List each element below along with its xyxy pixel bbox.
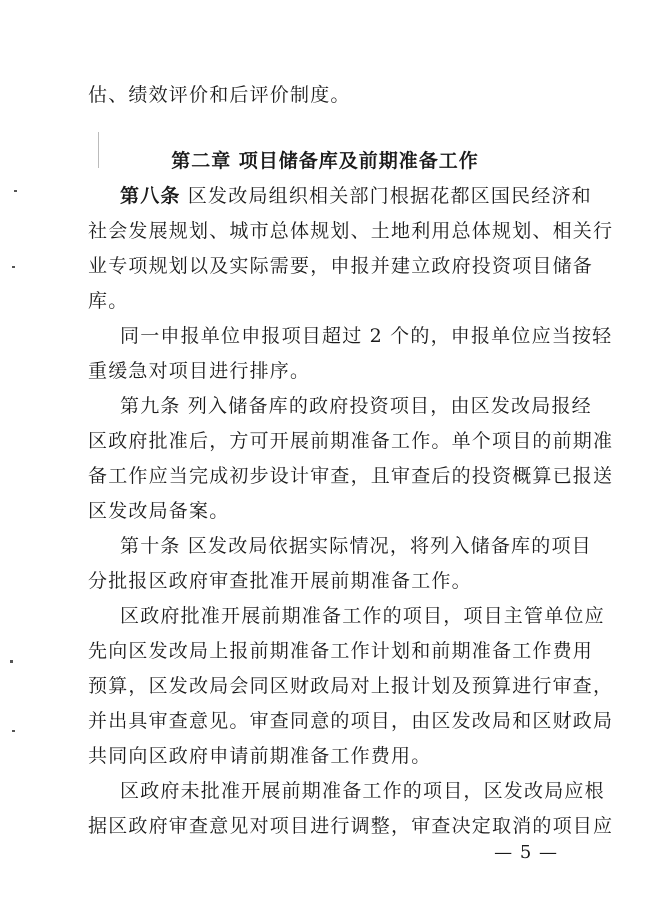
- scan-speck: [10, 660, 13, 663]
- scan-speck: [12, 266, 15, 268]
- paragraph-line: 预算，区发改局会同区财政局对上报计划及预算进行审查，: [88, 675, 614, 697]
- paragraph-line: 区政府批准开展前期准备工作的项目，项目主管单位应: [120, 605, 605, 627]
- article-9-line: 区发改局备案。: [88, 500, 230, 522]
- article-8-line: 社会发展规划、城市总体规划、土地利用总体规划、相关行: [88, 220, 614, 242]
- article-9-line: 备工作应当完成初步设计审查，且审查后的投资概算已报送: [88, 465, 614, 487]
- article-8-line: [120, 185, 592, 207]
- article-10-line: 分批报区政府审查批准开展前期准备工作。: [88, 570, 472, 592]
- paragraph-line: 共同向区政府申请前期准备工作费用。: [88, 745, 432, 767]
- paragraph-line: 重缓急对项目进行排序。: [88, 360, 311, 382]
- article-8-text: 区发改局组织相关部门根据花都区国民经济和: [180, 185, 592, 207]
- paragraph-line: 据区政府审查意见对项目进行调整，审查决定取消的项目应: [88, 815, 614, 837]
- paragraph-line: 先向区发改局上报前期准备工作计划和前期准备工作费用: [88, 640, 594, 662]
- paragraph-line: 区政府未批准开展前期准备工作的项目，区发改局应根: [120, 780, 605, 802]
- article-8-line: 库。: [88, 290, 129, 312]
- article-9-line: 区政府批准后，方可开展前期准备工作。单个项目的前期准: [88, 430, 614, 452]
- article-8-line: 业专项规划以及实际需要，申报并建立政府投资项目储备: [88, 255, 594, 277]
- scan-speck: [12, 730, 15, 732]
- continuation-line: 估、绩效评价和后评价制度。: [88, 84, 351, 106]
- article-8-label: 第八条: [120, 185, 181, 207]
- scan-speck: [14, 190, 17, 192]
- paragraph-line: 并出具审查意见。审查同意的项目，由区发改局和区财政局: [88, 710, 614, 732]
- article-9-line: 第九条 列入储备库的政府投资项目，由区发改局报经: [120, 395, 592, 417]
- article-10-line: 第十条 区发改局依据实际情况，将列入储备库的项目: [120, 535, 592, 557]
- paragraph-line: 同一申报单位申报项目超过 2 个的，申报单位应当按轻: [120, 325, 613, 347]
- chapter-heading: 第二章 项目储备库及前期准备工作: [171, 150, 479, 172]
- page-number: — 5 —: [494, 842, 558, 863]
